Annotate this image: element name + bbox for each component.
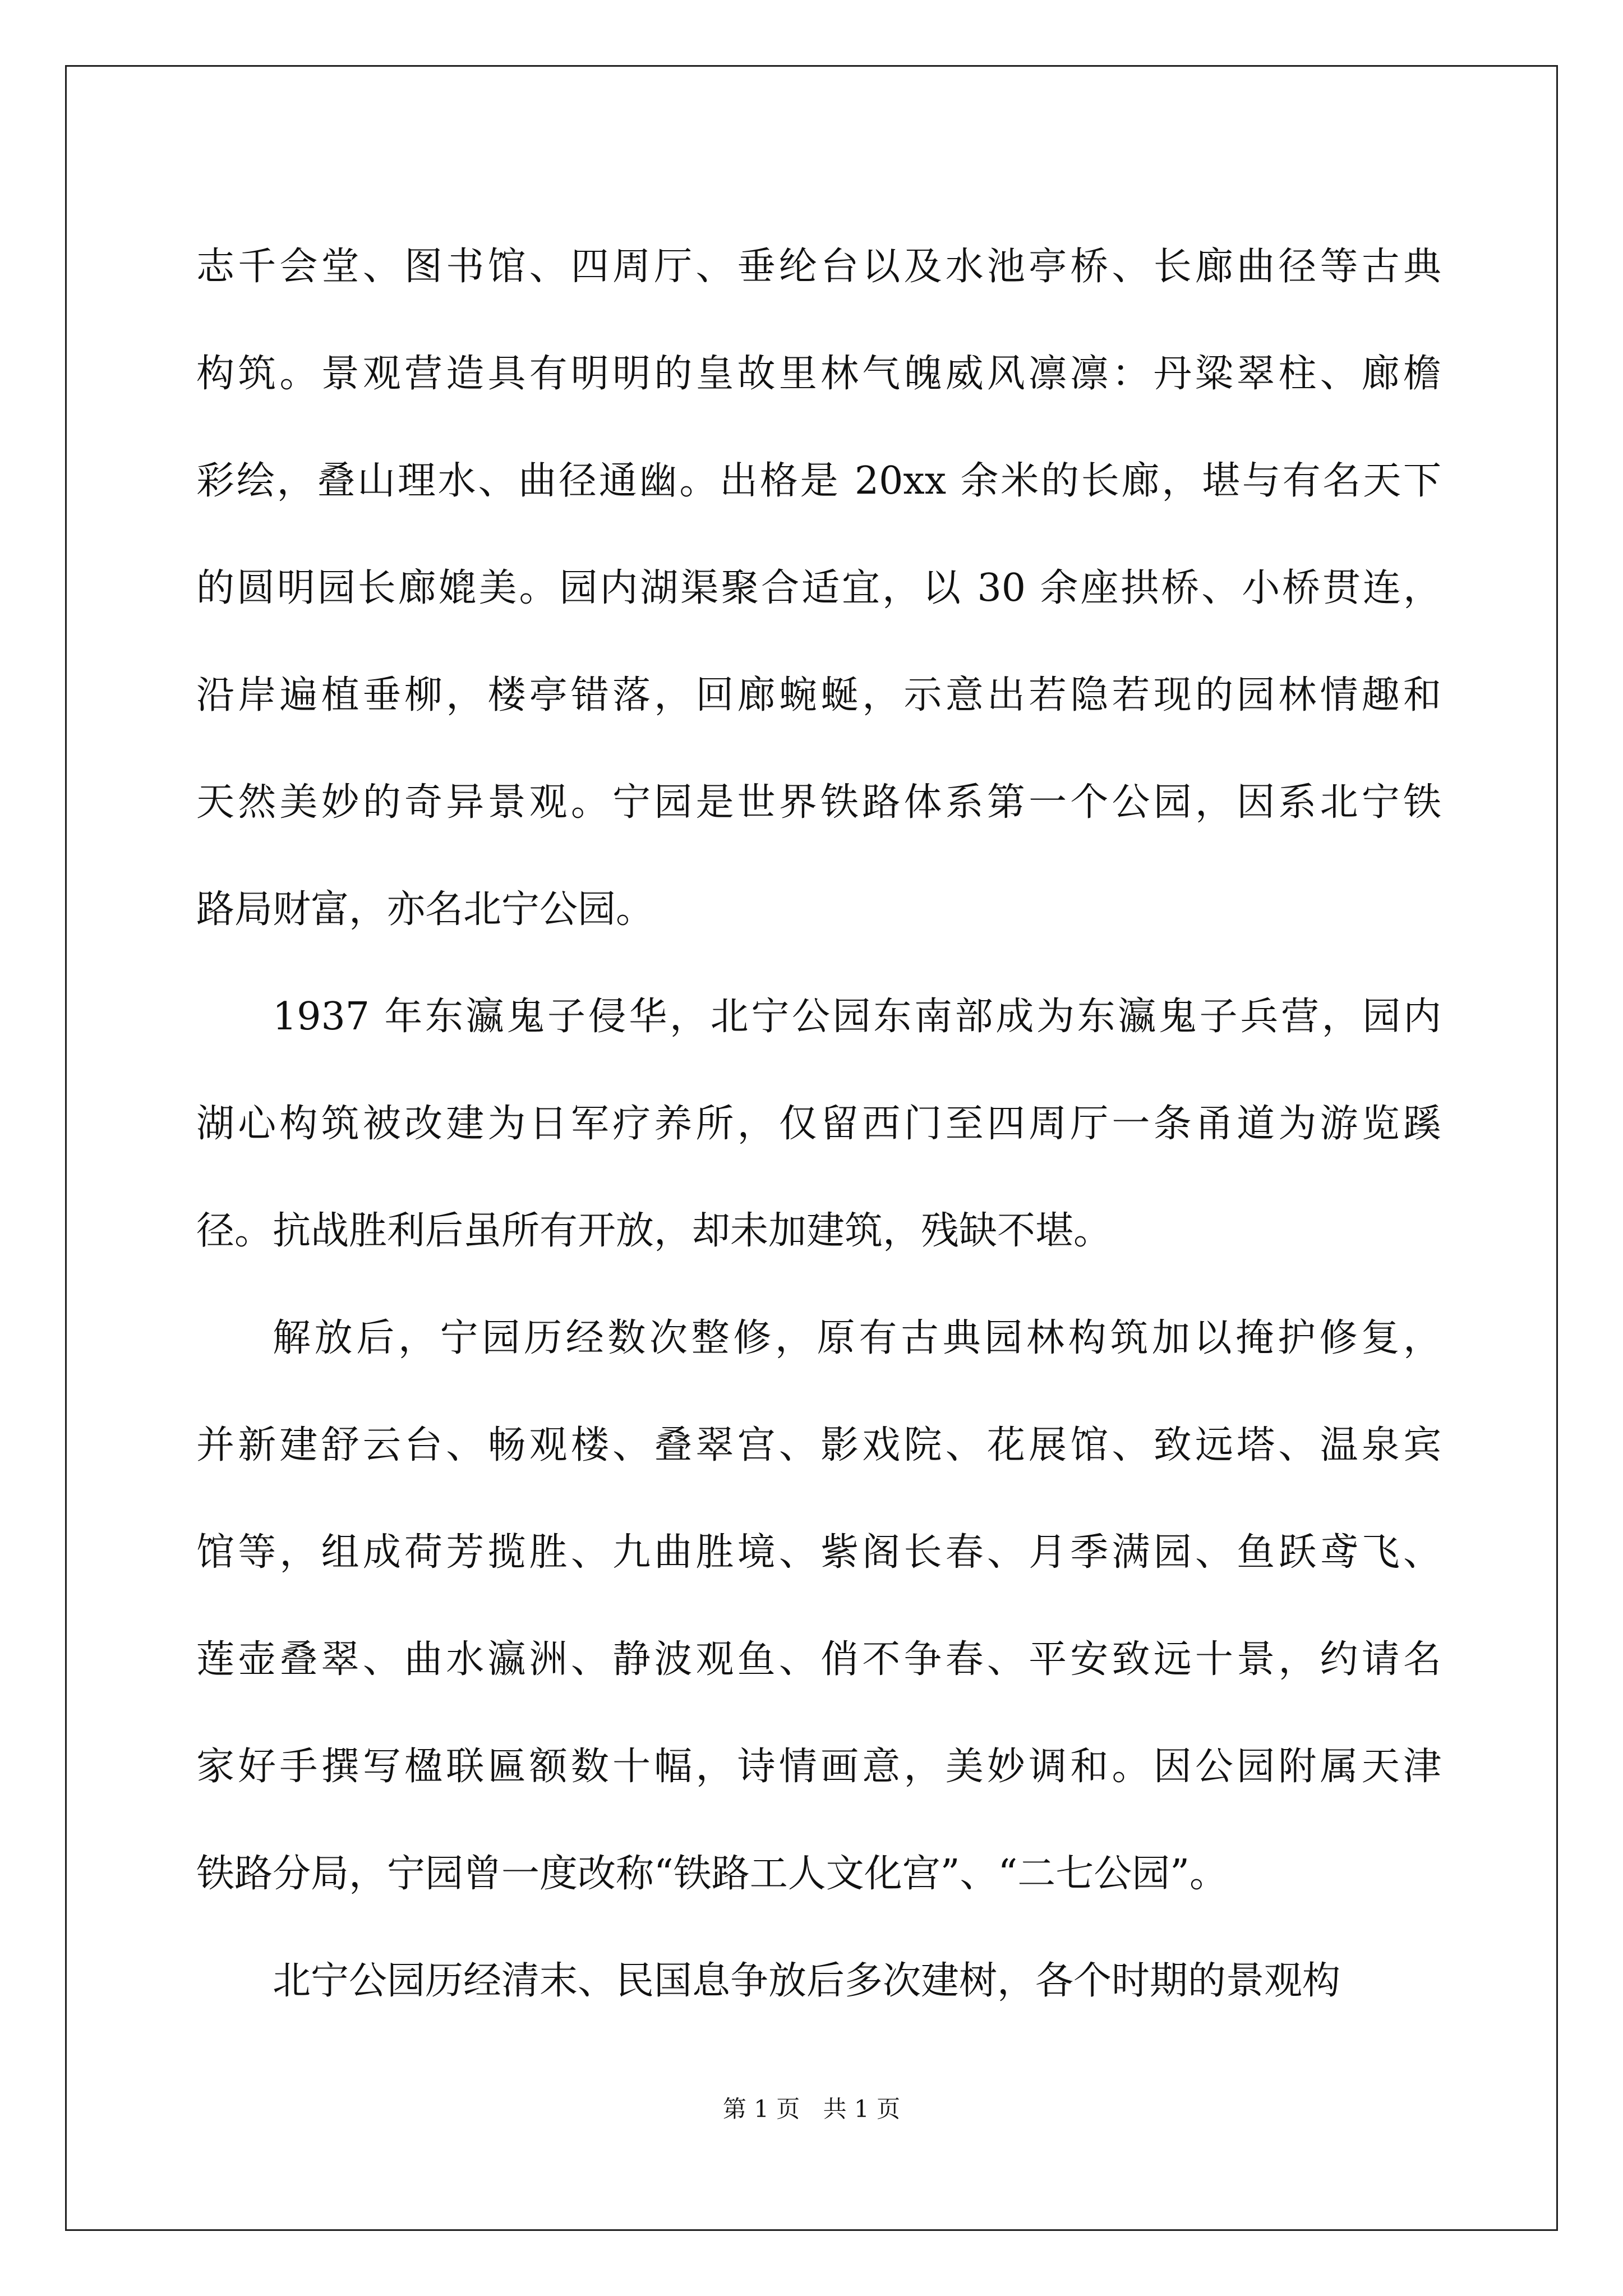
text-line: 的圆明园长廊媲美。园内湖渠聚合适宜，以 30 余座拱桥、小桥贯连， [196, 566, 1441, 610]
text-line: 天然美妙的奇异景观。宁园是世界铁路体系第一个公园，因系北宁铁 [196, 780, 1441, 825]
page-number-total: 共 1 页 [823, 2095, 901, 2123]
text-line: 北宁公园历经清末、民国息争放后多次建树，各个时期的景观构 [273, 1959, 1341, 2003]
page-number-current: 第 1 页 [722, 2095, 800, 2123]
text-line: 铁路分局，宁园曾一度改称“铁路工人文化宫”、“二七公园”。 [196, 1852, 1228, 1896]
text-line: 并新建舒云台、畅观楼、叠翠宫、影戏院、花展馆、致远塔、温泉宾 [196, 1423, 1441, 1467]
page-footer [0, 2092, 1623, 2126]
text-line: 径。抗战胜利后虽所有开放，却未加建筑，残缺不堪。 [196, 1209, 1112, 1253]
text-line: 构筑。景观营造具有明明的皇故里林气魄威风凛凛：丹粱翠柱、廊檐 [196, 352, 1441, 396]
document-body [196, 213, 1441, 2035]
text-line: 沿岸遍植垂柳，楼亭错落，回廊蜿蜒，示意出若隐若现的园林情趣和 [196, 673, 1441, 717]
text-line: 家好手撰写楹联匾额数十幅，诗情画意，美妙调和。因公园附属天津 [196, 1745, 1441, 1789]
text-line: 莲壶叠翠、曲水瀛洲、静波观鱼、俏不争春、平安致远十景，约请名 [196, 1637, 1441, 1682]
text-line: 1937 年东瀛鬼子侵华，北宁公园东南部成为东瀛鬼子兵营，园内 [273, 995, 1441, 1039]
text-line: 馆等，组成荷芳揽胜、九曲胜境、紫阁长春、月季满园、鱼跃鸢飞、 [196, 1530, 1441, 1575]
text-line: 志千会堂、图书馆、四周厅、垂纶台以及水池亭桥、长廊曲径等古典 [196, 245, 1441, 289]
text-line: 彩绘，叠山理水、曲径通幽。出格是 20xx 余米的长廊，堪与有名天下 [196, 459, 1441, 503]
text-line: 路局财富，亦名北宁公园。 [196, 887, 654, 932]
text-line: 解放后，宁园历经数次整修，原有古典园林构筑加以掩护修复， [273, 1316, 1441, 1360]
text-line: 湖心构筑被改建为日军疗养所，仅留西门至四周厅一条甬道为游览蹊 [196, 1102, 1441, 1146]
